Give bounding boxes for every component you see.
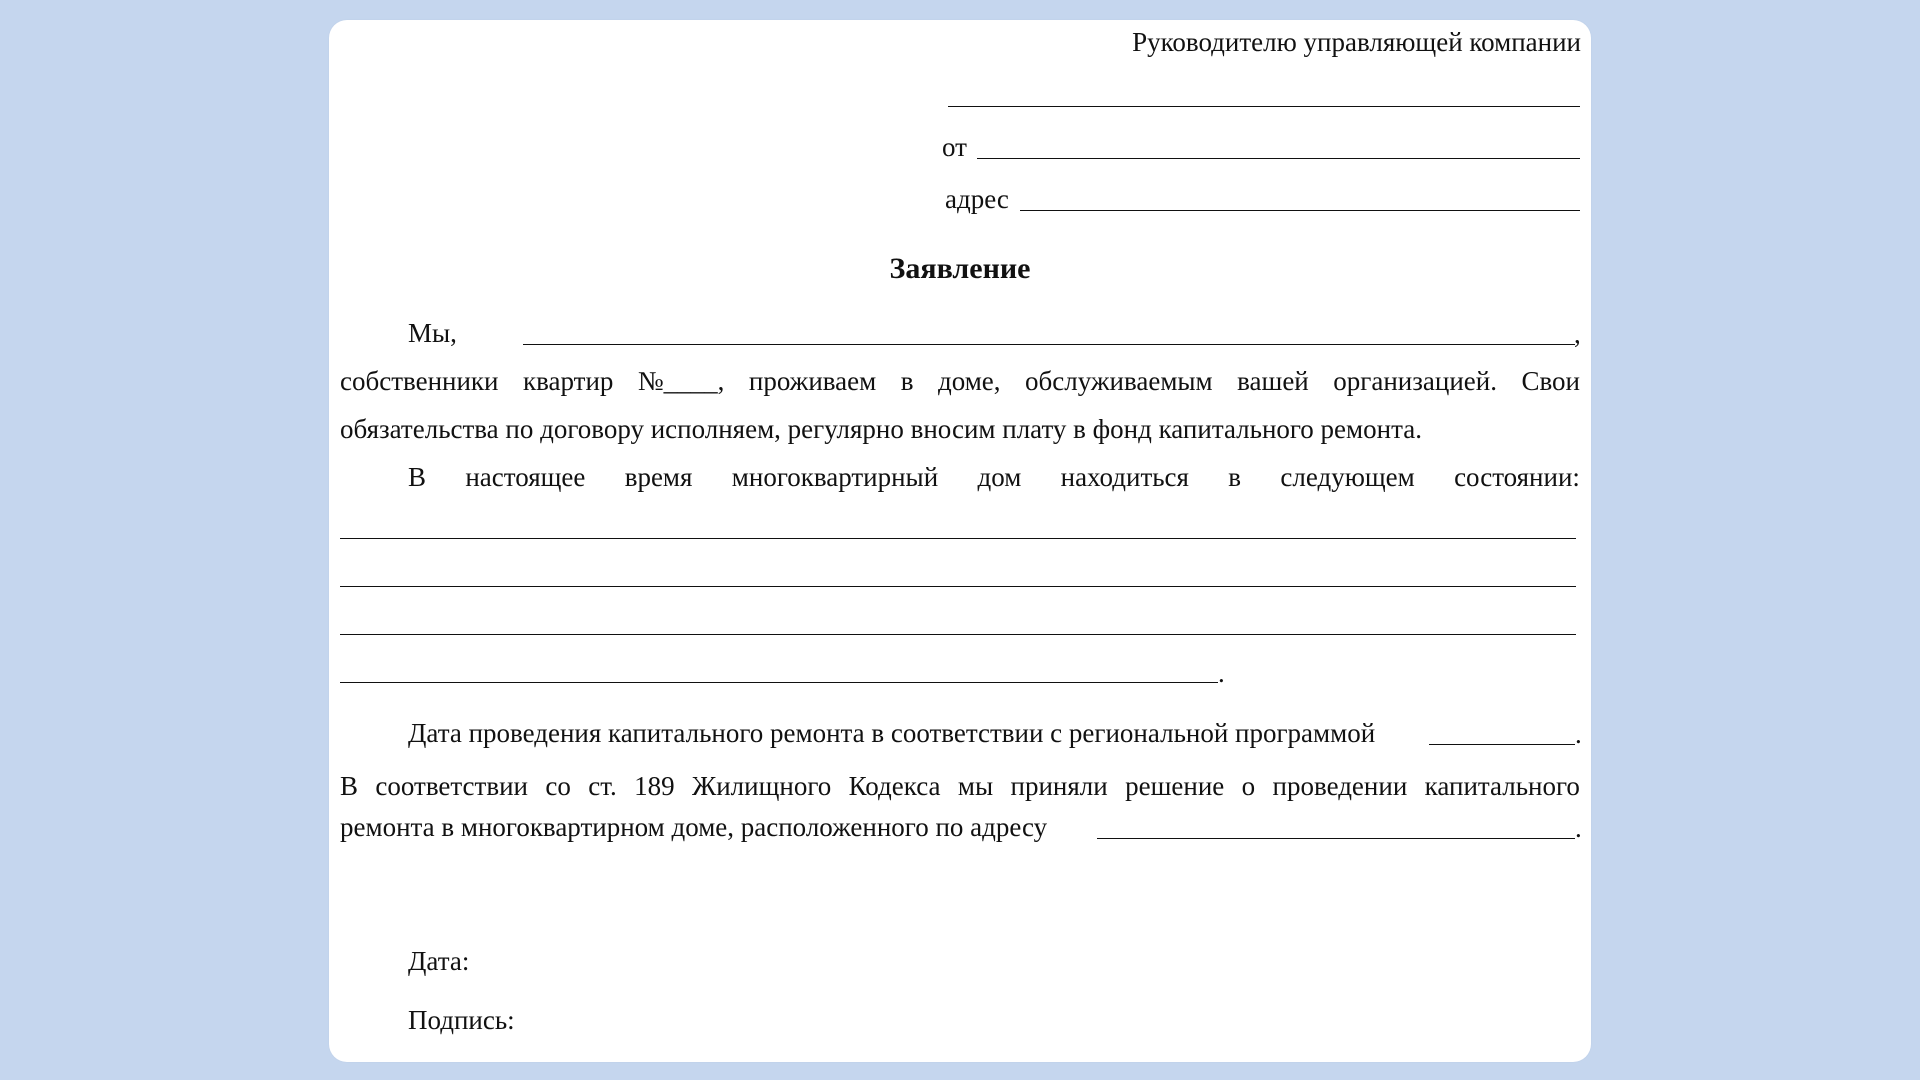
word: мы [957, 771, 994, 801]
condition-line [340, 634, 1576, 635]
word: настоящее [465, 462, 586, 492]
word: проведении [1272, 771, 1408, 801]
repair-date-text: Дата проведения капитального ремонта в соответствии с региональной программой [408, 718, 1376, 748]
condition-period: . [1218, 658, 1225, 688]
word: обслуживаемым [1025, 366, 1213, 396]
word: квартир [523, 366, 614, 396]
house-address-period: . [1575, 813, 1582, 843]
word: Жилищного [692, 771, 832, 801]
house-address-line [1097, 838, 1575, 839]
word: соответствии [375, 771, 528, 801]
word: находиться [1060, 462, 1189, 492]
word: Кодекса [848, 771, 941, 801]
word: Свои [1521, 366, 1580, 396]
condition-line [340, 682, 1218, 683]
owners-names-line [523, 344, 1575, 345]
company-name-line [948, 106, 1580, 107]
word: приняли [1010, 771, 1108, 801]
word: 189 [634, 771, 675, 801]
word: №____, [637, 366, 725, 396]
word: ст. [588, 771, 617, 801]
word: следующем [1280, 462, 1415, 492]
word: собственники [340, 366, 499, 396]
word: дом [977, 462, 1022, 492]
paragraph-line-obligations: обязательства по договору исполняем, регулярно вносим плату в фонд капитального ремонта. [340, 414, 1422, 444]
addressee-text: Руководителю управляющей компании [1132, 27, 1581, 57]
word: решение [1125, 771, 1225, 801]
owners-line-comma: , [1574, 319, 1581, 349]
word: со [545, 771, 571, 801]
paragraph-line-condition [408, 461, 1580, 493]
from-label: от [942, 132, 967, 162]
word: капитального [1424, 771, 1580, 801]
word: организацией. [1333, 366, 1497, 396]
address-label: адрес [945, 184, 1009, 214]
condition-line [340, 538, 1576, 539]
word: В [340, 771, 359, 801]
document-title: Заявление [889, 252, 1031, 285]
condition-line [340, 586, 1576, 587]
paragraph-line-law [340, 770, 1580, 802]
paragraph-line-law-address: ремонта в многоквартирном доме, расположенного по адресу [340, 812, 1048, 842]
word: в [1228, 462, 1242, 492]
word: о [1241, 771, 1256, 801]
word: время [624, 462, 693, 492]
signature-label: Подпись: [408, 1005, 515, 1035]
word: вашей [1237, 366, 1309, 396]
word: доме, [937, 366, 1001, 396]
repair-date-period: . [1575, 719, 1582, 749]
word: состоянии: [1454, 462, 1580, 492]
word: многоквартирный [731, 462, 939, 492]
word: в [900, 366, 914, 396]
address-line [1020, 210, 1580, 211]
from-line [977, 158, 1580, 159]
paragraph-line-owners [340, 365, 1580, 397]
date-label: Дата: [408, 946, 470, 976]
word: В [408, 462, 427, 492]
we-label: Мы, [408, 318, 457, 348]
word: проживаем [748, 366, 877, 396]
repair-date-line [1429, 744, 1575, 745]
document-sheet [329, 20, 1591, 1062]
